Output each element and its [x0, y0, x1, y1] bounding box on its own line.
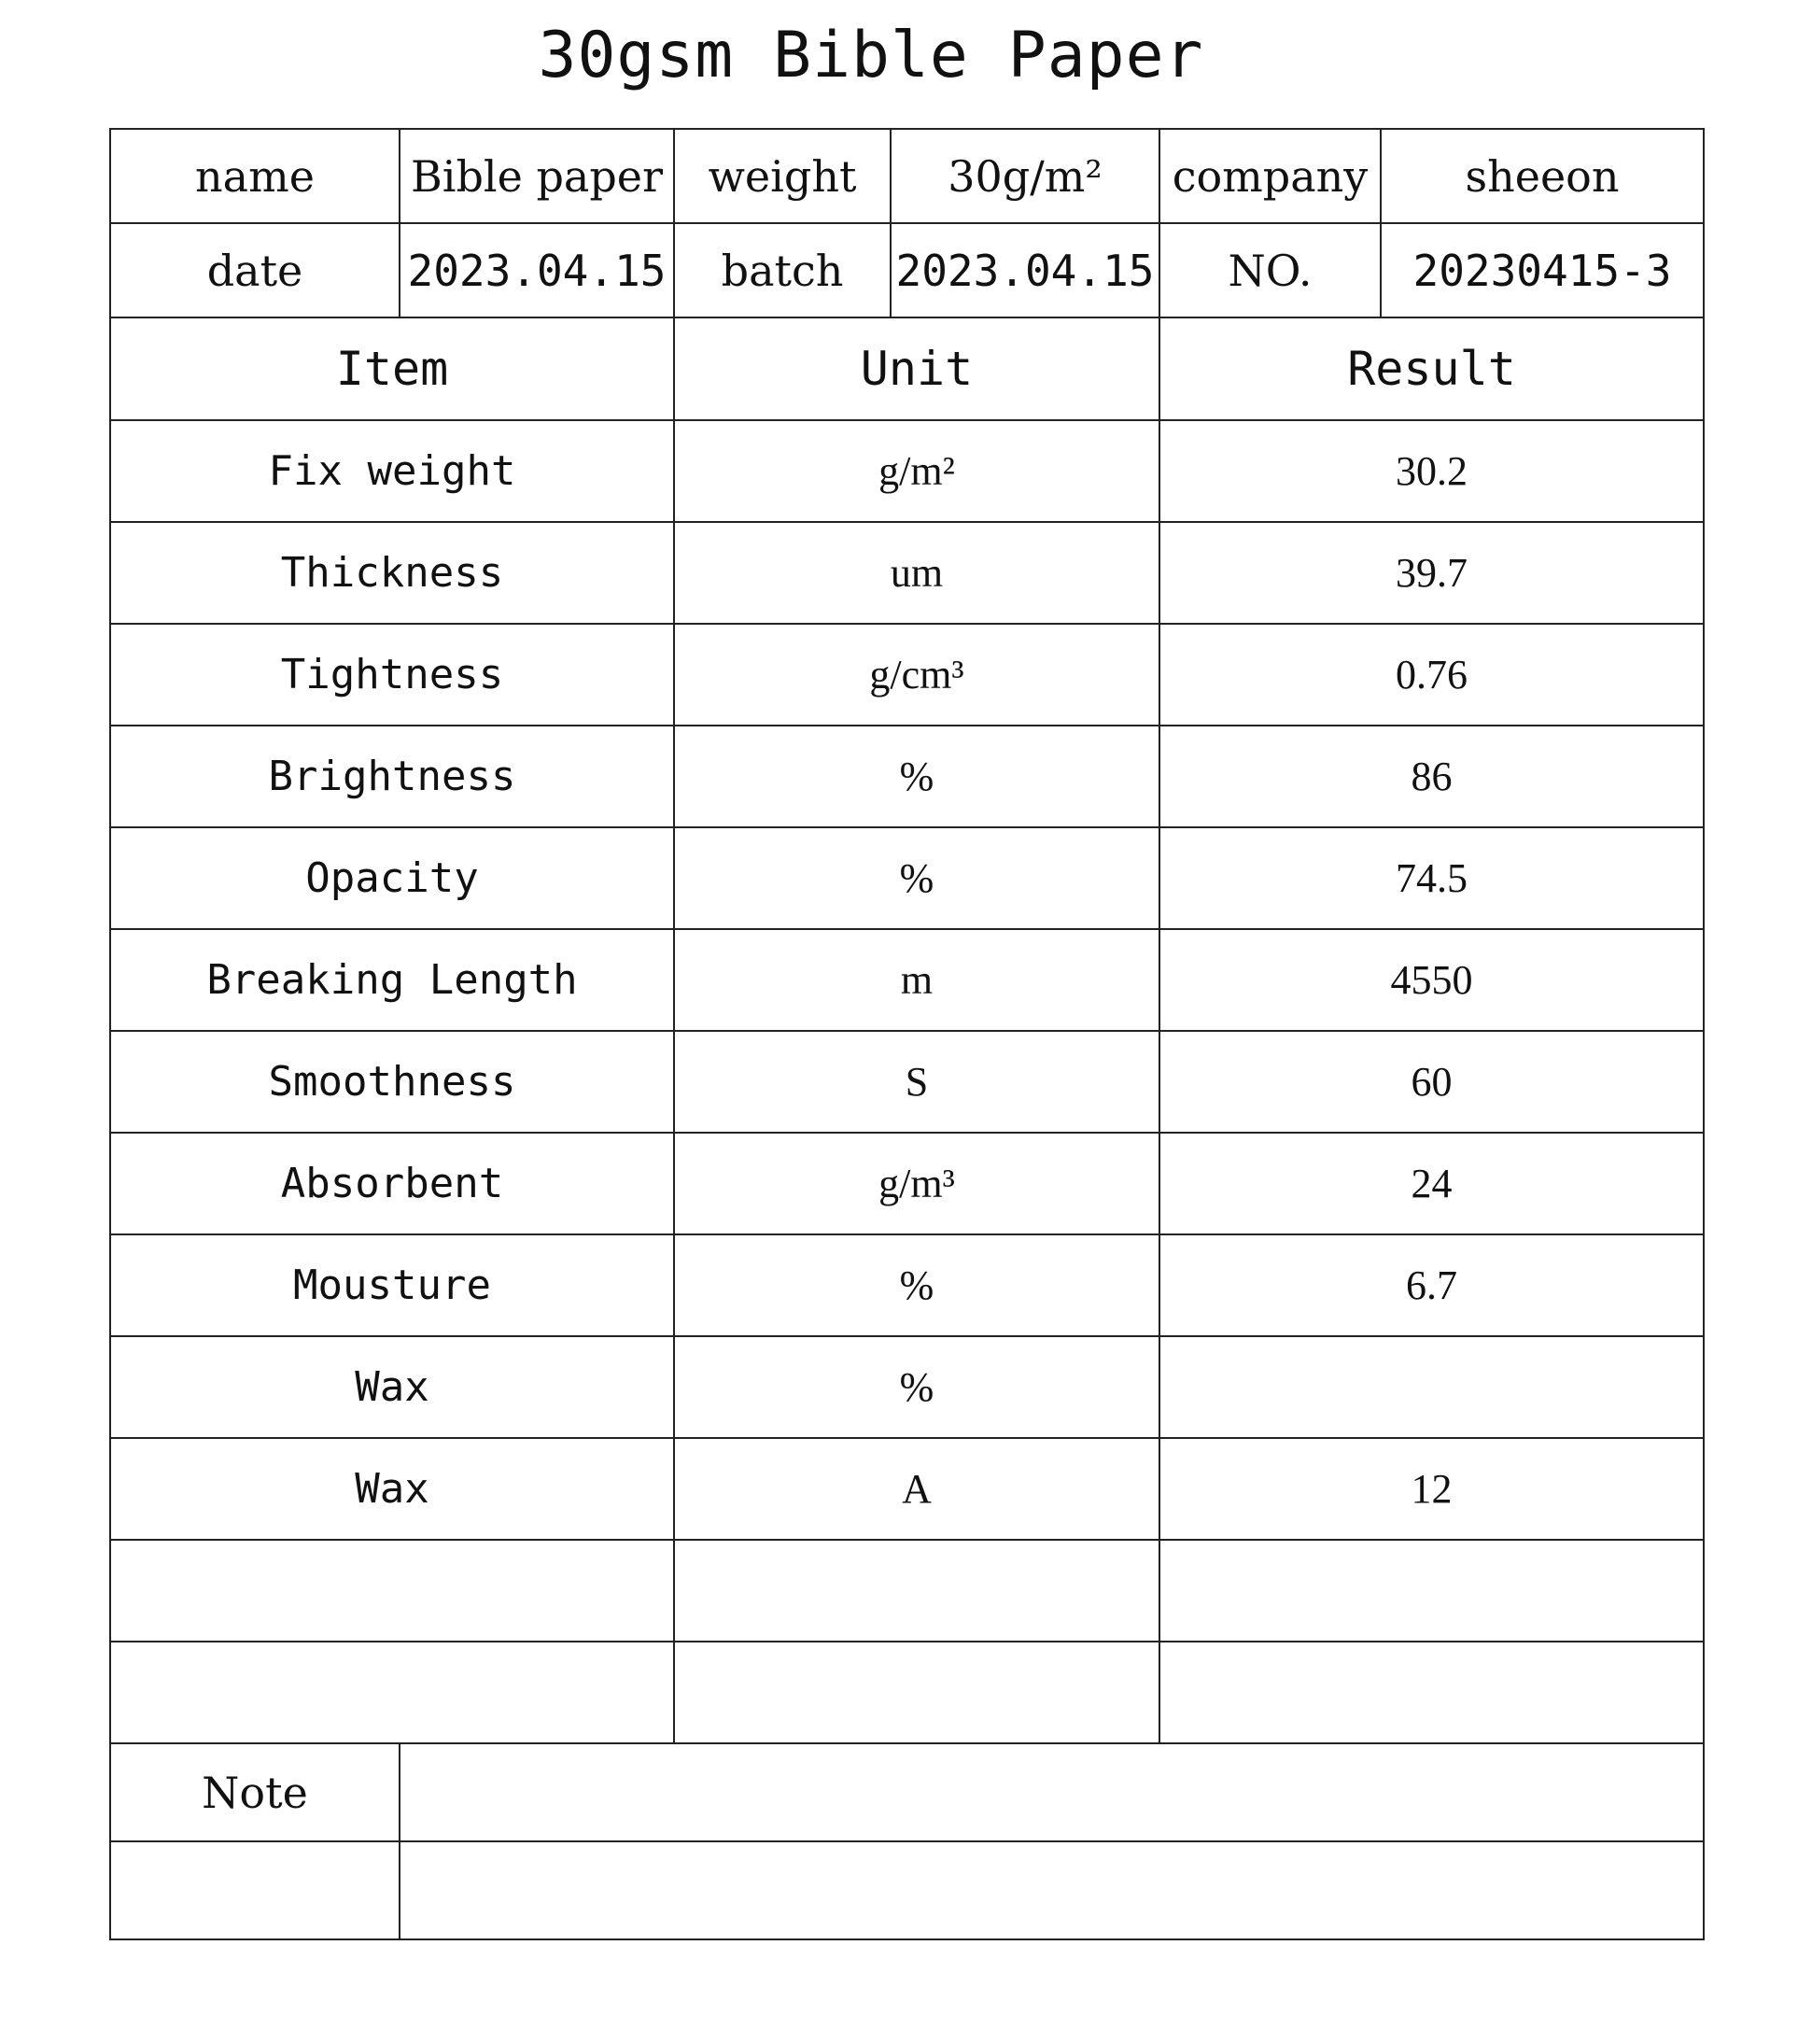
unit-cell: %: [674, 827, 1159, 929]
table-row: [110, 1234, 1704, 1336]
item-cell: Absorbent: [110, 1133, 674, 1234]
note-value: [400, 1743, 1704, 1841]
item-cell: Wax: [110, 1336, 674, 1438]
weight-label: weight: [674, 129, 891, 223]
date-value: 2023.04.15: [400, 223, 674, 317]
unit-cell: g/m²: [674, 420, 1159, 522]
info-row-2: [110, 223, 1704, 317]
result-cell: 74.5: [1159, 827, 1704, 929]
note-extra-value: [400, 1841, 1704, 1939]
item-cell: Wax: [110, 1438, 674, 1540]
table-row: [110, 420, 1704, 522]
table-row: [110, 827, 1704, 929]
table-row: [110, 1642, 1704, 1743]
unit-header: Unit: [674, 317, 1159, 420]
unit-cell: [674, 1642, 1159, 1743]
result-cell: [1159, 1540, 1704, 1642]
weight-value: 30g/m²: [891, 129, 1159, 223]
result-header: Result: [1159, 317, 1704, 420]
item-cell: Tightness: [110, 624, 674, 726]
data-rows: [110, 420, 1704, 1743]
table-row: [110, 1336, 1704, 1438]
result-cell: 30.2: [1159, 420, 1704, 522]
item-cell: Mousture: [110, 1234, 674, 1336]
unit-cell: %: [674, 1234, 1159, 1336]
result-cell: 86: [1159, 726, 1704, 827]
unit-cell: S: [674, 1031, 1159, 1133]
table-row: [110, 522, 1704, 624]
table-row: [110, 929, 1704, 1031]
name-value: Bible paper: [400, 129, 674, 223]
company-value: sheeon: [1381, 129, 1704, 223]
table-row: [110, 726, 1704, 827]
result-cell: [1159, 1336, 1704, 1438]
note-extra-label: [110, 1841, 400, 1939]
company-label: company: [1159, 129, 1381, 223]
unit-cell: g/cm³: [674, 624, 1159, 726]
unit-cell: m: [674, 929, 1159, 1031]
number-value: 20230415-3: [1381, 223, 1704, 317]
header-row: [110, 317, 1704, 420]
table-row: [110, 624, 1704, 726]
result-cell: 12: [1159, 1438, 1704, 1540]
unit-cell: %: [674, 726, 1159, 827]
test-report-table: [109, 128, 1705, 1940]
batch-label: batch: [674, 223, 891, 317]
result-cell: 4550: [1159, 929, 1704, 1031]
unit-cell: um: [674, 522, 1159, 624]
item-cell: Smoothness: [110, 1031, 674, 1133]
batch-value: 2023.04.15: [891, 223, 1159, 317]
unit-cell: A: [674, 1438, 1159, 1540]
table-row: [110, 1133, 1704, 1234]
result-cell: 60: [1159, 1031, 1704, 1133]
note-row: [110, 1743, 1704, 1841]
item-cell: [110, 1642, 674, 1743]
result-cell: 39.7: [1159, 522, 1704, 624]
item-cell: Opacity: [110, 827, 674, 929]
item-cell: Brightness: [110, 726, 674, 827]
table-row: [110, 1031, 1704, 1133]
note-extra-row: [110, 1841, 1704, 1939]
note-label: Note: [110, 1743, 400, 1841]
table-row: [110, 1438, 1704, 1540]
info-row-1: [110, 129, 1704, 223]
name-label: name: [110, 129, 400, 223]
page-title: 30gsm Bible Paper: [538, 19, 1204, 92]
item-cell: Thickness: [110, 522, 674, 624]
unit-cell: g/m³: [674, 1133, 1159, 1234]
item-cell: Fix weight: [110, 420, 674, 522]
item-cell: Breaking Length: [110, 929, 674, 1031]
result-cell: [1159, 1642, 1704, 1743]
item-header: Item: [110, 317, 674, 420]
result-cell: 24: [1159, 1133, 1704, 1234]
result-cell: 6.7: [1159, 1234, 1704, 1336]
result-cell: 0.76: [1159, 624, 1704, 726]
number-label: NO.: [1159, 223, 1381, 317]
unit-cell: [674, 1540, 1159, 1642]
item-cell: [110, 1540, 674, 1642]
date-label: date: [110, 223, 400, 317]
table-row: [110, 1540, 1704, 1642]
unit-cell: %: [674, 1336, 1159, 1438]
